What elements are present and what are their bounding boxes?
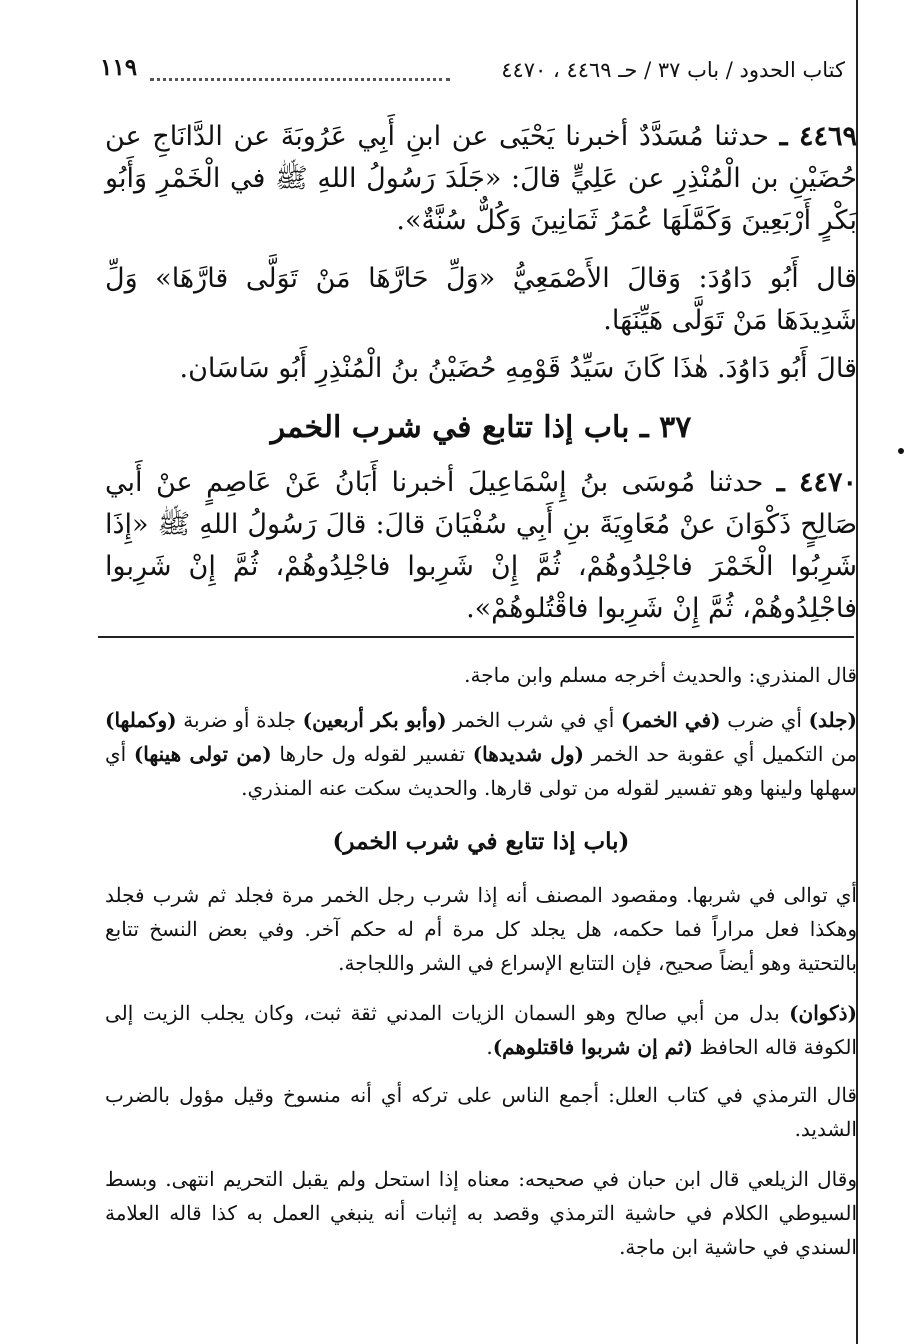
hadith-text: حدثنا مُسَدَّدٌ أخبرنا يَحْيَى عن ابنِ أَبِي عَرُوبَةَ عن الدَّانَاجِ عن حُضَيْنِ بن الْمُنْذِرِ عن عَلِيٍّ قالَ: «جَلَدَ رَسُولُ اللهِ ﷺ في الْخَمْرِ وَأَبُو بَكْرٍ أَرْبَعِينَ وَكَمَّلَهَا عُمَرُ ثَمَانِينَ وَكُلٌّ سُنَّةٌ». — [105, 121, 857, 236]
footnote-divider — [98, 636, 854, 638]
commentary-text: بدل من أبي صالح وهو السمان الزيات المدني ثقة ثبت، وكان يجلب الزيت إلى الكوفة قاله الحافظ — [105, 1001, 857, 1059]
commentary-paragraph: قال الترمذي في كتاب العلل: أجمع الناس على تركه أي أنه منسوخ وقيل مؤول بالضرب الشديد. — [105, 1083, 857, 1141]
abu-dawud-note-1: قال أَبُو دَاوُدَ: وَقالَ الأَصْمَعِيُّ «وَلِّ حَارَّهَا مَنْ تَوَلَّى قارَّهَا» وَلِّ شَدِيدَهَا مَنْ تَوَلَّى هَيِّنَهَا. — [105, 263, 857, 336]
commentary-keyword: (جلد) — [808, 708, 857, 732]
commentary-paragraph — [105, 703, 857, 805]
commentary-keyword: (وأبو بكر أربعين) — [302, 708, 447, 732]
commentary-text: جلدة أو ضربة — [176, 708, 303, 732]
abu-dawud-note-2: قالَ أَبُو دَاوُدَ. هٰذَا كَانَ سَيِّدُ قَوْمِهِ حُضَيْنُ بنُ الْمُنْذِرِ أَبُو سَاسَان. — [179, 353, 857, 384]
margin-dot — [898, 448, 904, 454]
commentary-paragraph: وقال الزيلعي قال ابن حبان في صحيحه: معناه إذا استحل ولم يقبل التحريم انتهى. وبسط السيوطي الكلام في حاشية الترمذي وقصد به إثبات أنه ينبغي العمل به كذا قاله العلامة السندي في حاشية ابن ماجة. — [105, 1167, 857, 1259]
commentary-keyword: (من تولى هينها) — [133, 742, 272, 766]
chapter-label: باب — [583, 410, 630, 445]
hadith-number: ٤٤٧٠ ـ — [776, 467, 857, 498]
commentary-paragraph: قال المنذري: والحديث أخرجه مسلم وابن ماجة. — [464, 663, 857, 687]
hadith-text: حدثنا مُوسَى بنُ إِسْمَاعِيلَ أخبرنا أَبَانُ عَنْ عَاصِمٍ عنْ أَبي صَالِحٍ ذَكْوَانَ عنْ مُعَاوِيَةَ بنِ أَبِي سُفْيَانَ قالَ: قالَ رَسُولُ اللهِ ﷺ «إِذَا شَرِبُوا الْخَمْرَ فاجْلِدُوهُمْ، ثُمَّ إِنْ شَرِبوا فاجْلِدُوهُمْ، ثُمَّ إِنْ شَرِبوا فاجْلِدُوهُمْ، ثُمَّ إِنْ شَرِبوا فاقْتُلوهُمْ». — [105, 467, 857, 624]
header-title: كتاب الحدود / باب ٣٧ / حـ ٤٤٦٩ ، ٤٤٧٠ — [501, 58, 845, 82]
commentary-text: من التكميل أي عقوبة حد الخمر — [584, 742, 857, 766]
commentary-text: تفسير لقوله ول حارها — [271, 742, 473, 766]
commentary-keyword: (وكملها) — [105, 708, 177, 732]
chapter-number: ٣٧ ـ — [639, 410, 692, 445]
commentary-keyword: (ثم إن شربوا فاقتلوهم) — [492, 1035, 693, 1059]
commentary-chapter-title: (باب إذا تتابع في شرب الخمر) — [332, 828, 630, 855]
commentary-paragraph: أي توالى في شربها. ومقصود المصنف أنه إذا شرب رجل الخمر مرة فجلد ثم شرب فجلد وهكذا فعل مراراً فما حكمه، هل يجلد كل مرة أم له حكم آخر. وفي بعض النسخ تتابع بالتحتية وهو أيضاً صحيح، فإن التتابع الإسراع في الشر واللجاجة. — [105, 883, 857, 975]
chapter-title: إذا تتابع في شرب الخمر — [270, 410, 574, 445]
commentary-keyword: (ول شديدها) — [472, 742, 584, 766]
commentary-keyword: (ذكوان) — [789, 1001, 857, 1025]
running-header — [100, 54, 845, 90]
commentary-text: أي سهلها ولينها وهو تفسير لقوله من تولى قارها. والحديث سكت عنه المنذري. — [105, 742, 857, 800]
chapter-heading — [105, 410, 857, 445]
hadith-4470 — [105, 462, 857, 630]
commentary-text: أي ضرب — [720, 708, 809, 732]
header-dotted-leader — [150, 78, 450, 81]
page-number: ١١٩ — [100, 54, 138, 81]
hadith-number: ٤٤٦٩ ـ — [779, 121, 857, 152]
commentary-paragraph — [105, 996, 857, 1064]
hadith-4469 — [105, 116, 857, 242]
commentary-keyword: (في الخمر) — [621, 708, 721, 732]
commentary-text: . — [486, 1035, 493, 1059]
commentary-text: أي في شرب الخمر — [446, 708, 621, 732]
